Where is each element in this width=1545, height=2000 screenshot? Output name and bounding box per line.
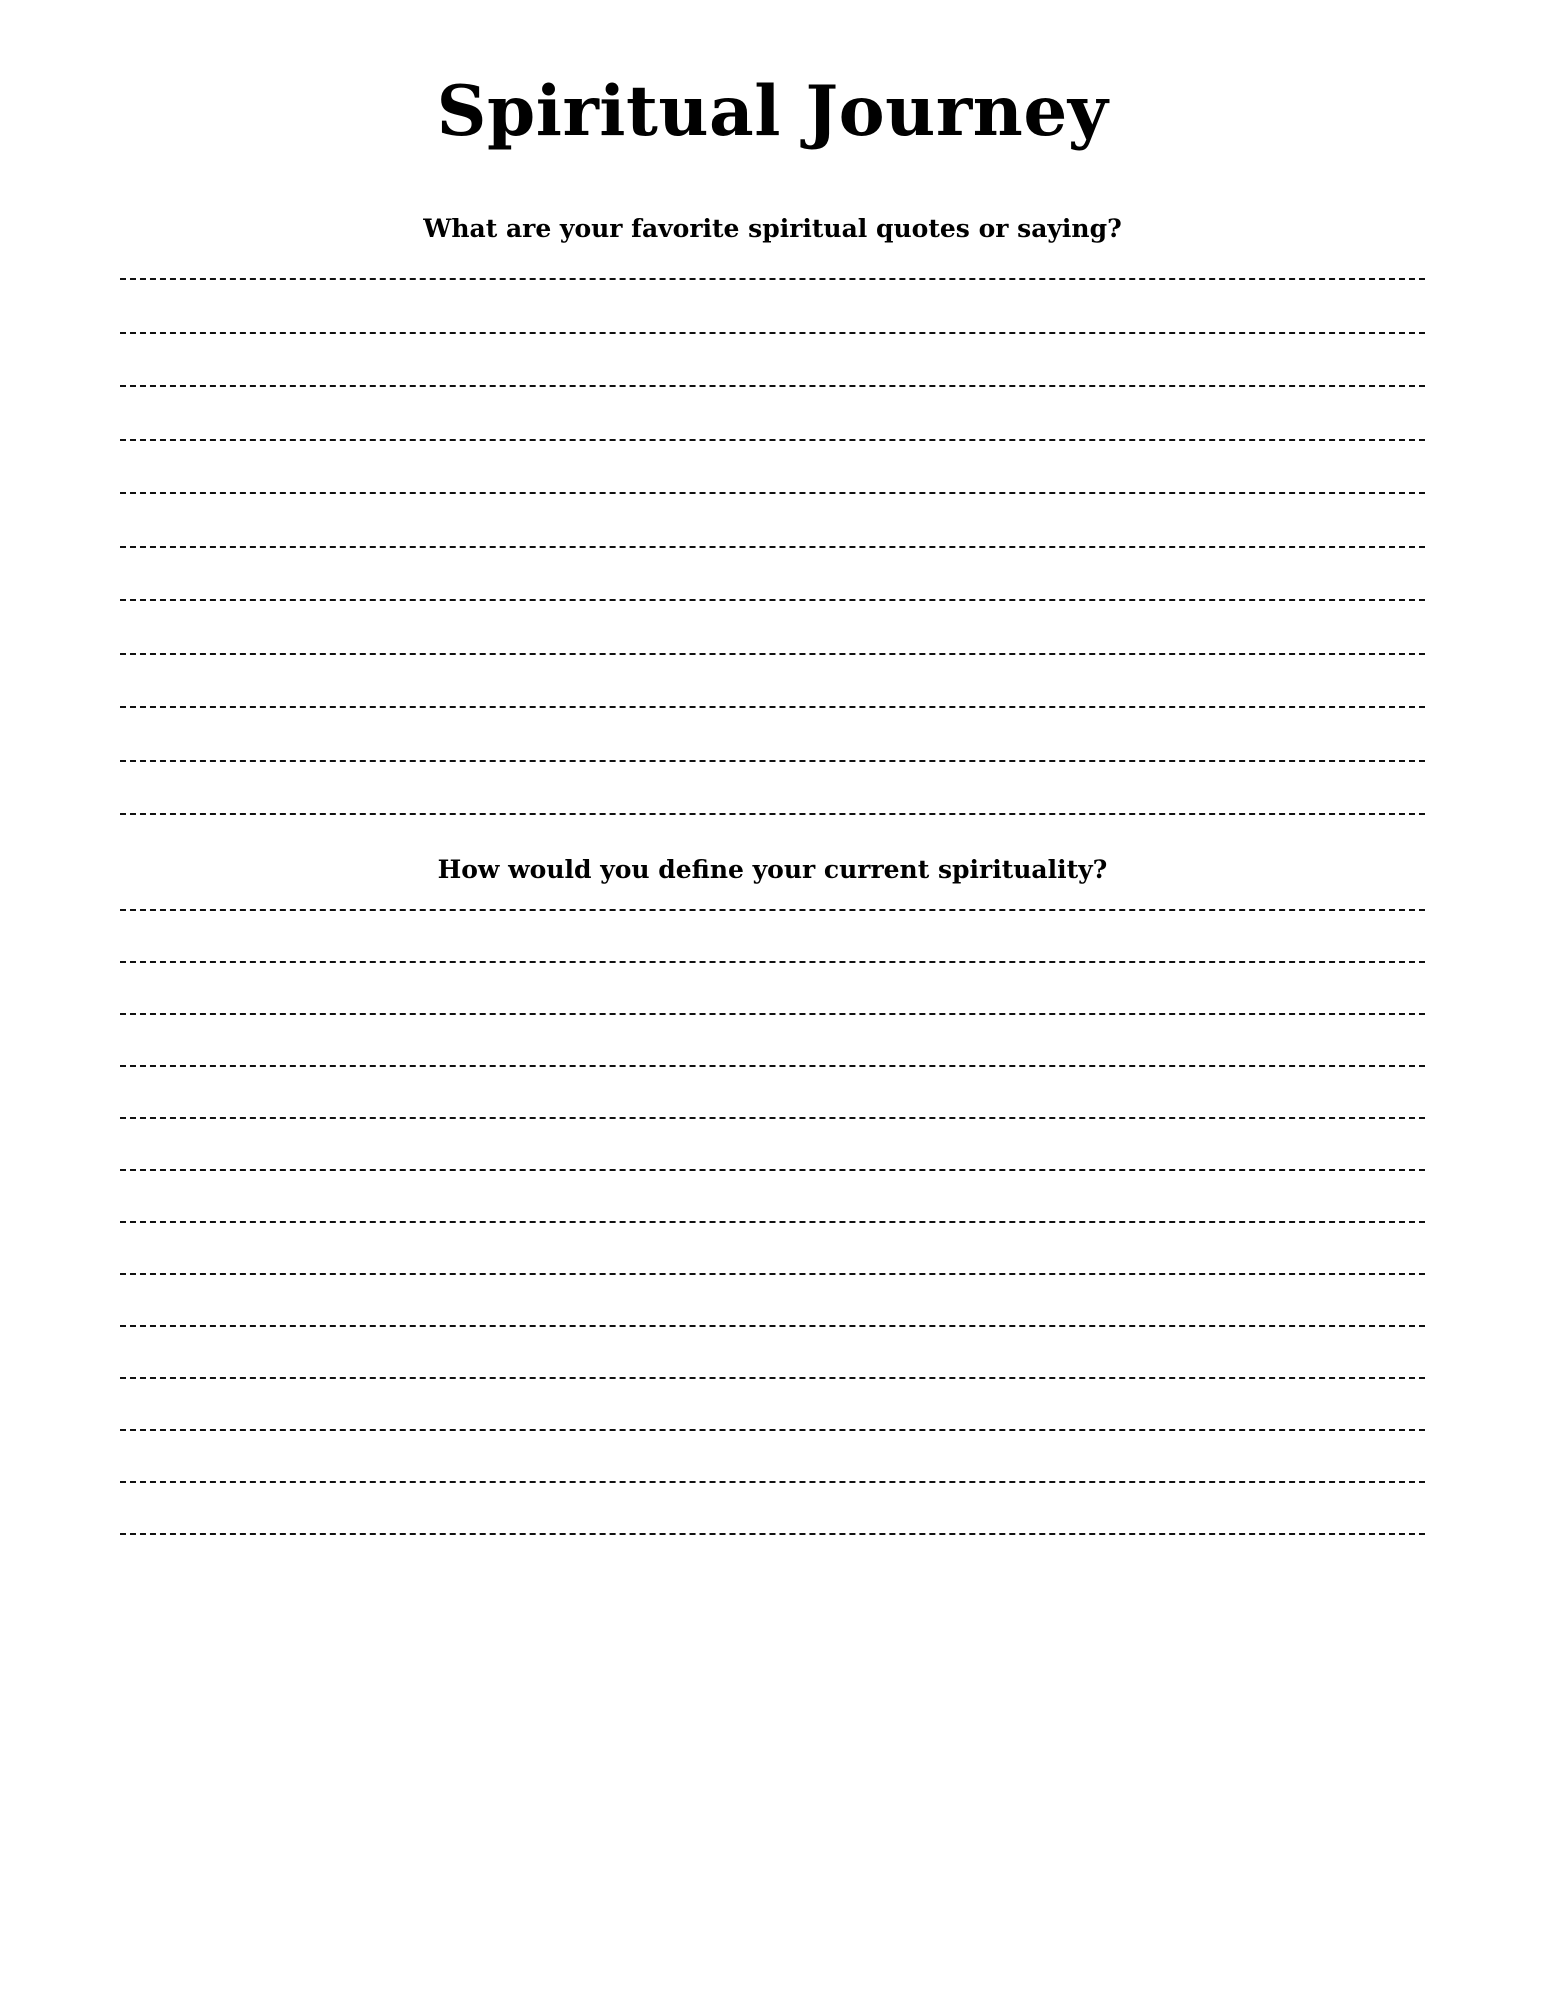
writing-line[interactable] [120, 332, 1425, 334]
writing-line[interactable] [120, 706, 1425, 708]
writing-line[interactable] [120, 1065, 1425, 1067]
writing-line[interactable] [120, 1013, 1425, 1015]
writing-line[interactable] [120, 760, 1425, 762]
writing-line[interactable] [120, 1169, 1425, 1171]
writing-line[interactable] [120, 1325, 1425, 1327]
writing-line[interactable] [120, 1377, 1425, 1379]
writing-line[interactable] [120, 385, 1425, 387]
writing-line[interactable] [120, 1273, 1425, 1275]
writing-line[interactable] [120, 278, 1425, 280]
writing-line[interactable] [120, 546, 1425, 548]
page-title: Spiritual Journey [436, 71, 1109, 152]
prompt-question-2: How would you define your current spirituality? [437, 855, 1108, 885]
writing-line[interactable] [120, 1429, 1425, 1431]
writing-line[interactable] [120, 1221, 1425, 1223]
writing-line[interactable] [120, 599, 1425, 601]
writing-line[interactable] [120, 653, 1425, 655]
writing-line[interactable] [120, 492, 1425, 494]
writing-line[interactable] [120, 1481, 1425, 1483]
writing-line[interactable] [120, 439, 1425, 441]
writing-line[interactable] [120, 1117, 1425, 1119]
writing-line[interactable] [120, 909, 1425, 911]
writing-line[interactable] [120, 1533, 1425, 1535]
prompt-question-1: What are your favorite spiritual quotes or saying? [423, 214, 1122, 244]
answer-lines-2 [120, 885, 1425, 1535]
writing-line[interactable] [120, 961, 1425, 963]
answer-lines-1 [120, 244, 1425, 815]
